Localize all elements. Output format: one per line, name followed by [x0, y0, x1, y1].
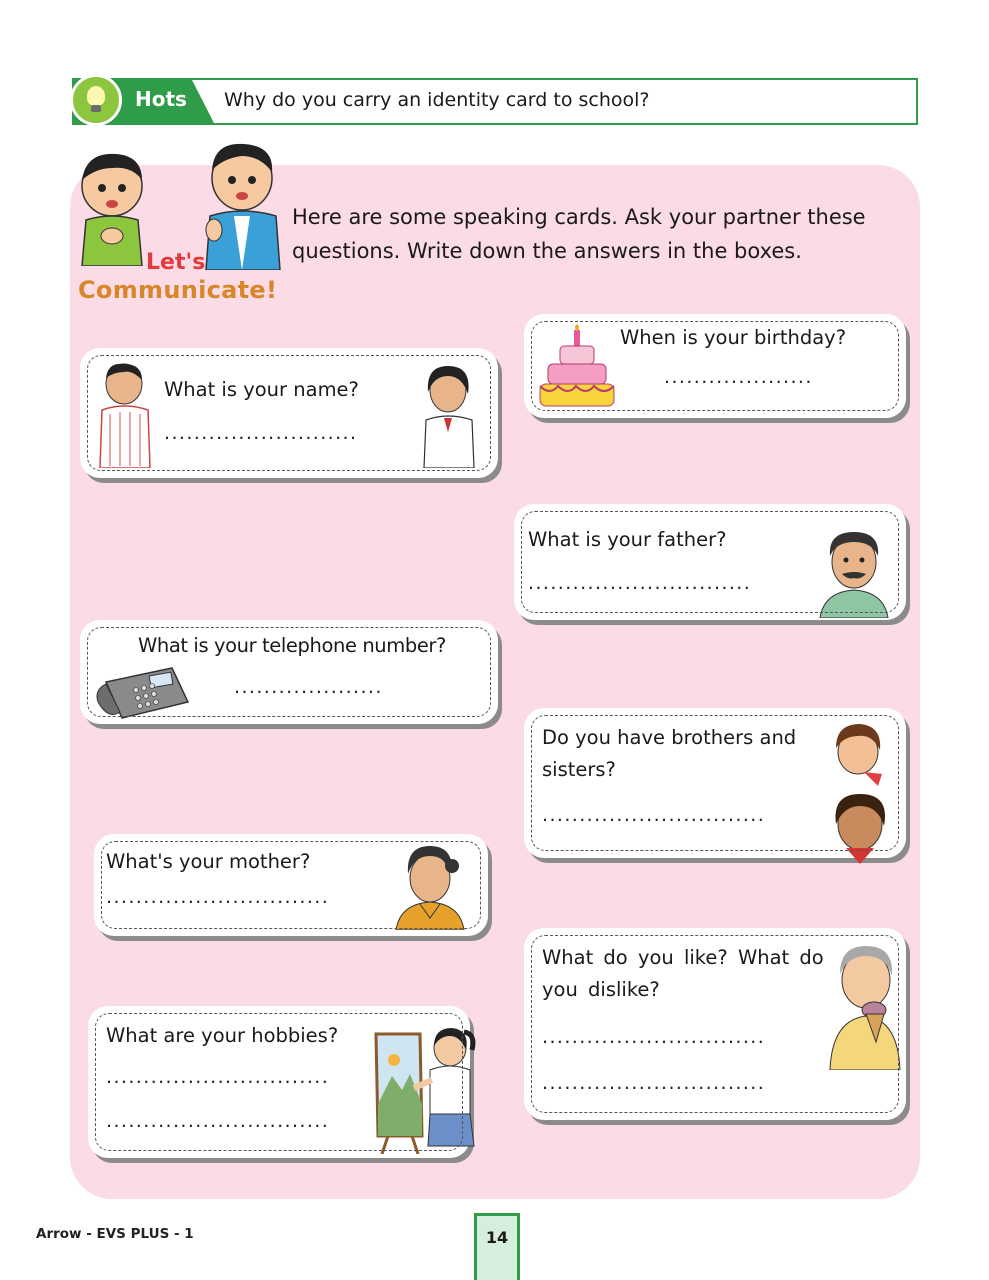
card-mother [94, 834, 488, 936]
card-father-answer-line[interactable]: .............................. [528, 572, 752, 594]
grandfather-icecream-icon [826, 940, 902, 1070]
card-name [80, 348, 498, 478]
brother-sister-icon [824, 714, 898, 874]
lightbulb-icon [70, 74, 122, 126]
page-number: 14 [474, 1213, 520, 1280]
boy-left-icon [76, 150, 148, 266]
card-likes-answer-line-2[interactable]: .............................. [542, 1072, 766, 1094]
card-name-question: What is your name? [164, 378, 359, 401]
card-hobbies-answer-line-1[interactable]: .............................. [106, 1066, 330, 1088]
activity-instructions: Here are some speaking cards. Ask your partner these questions. Write down the answers in the boxes. [292, 205, 866, 263]
birthday-cake-icon [536, 324, 618, 412]
card-hobbies [88, 1006, 470, 1158]
card-likes-question: What do you like? What do you dislike? [542, 946, 824, 1001]
card-mother-answer-line[interactable]: .............................. [106, 886, 330, 908]
card-siblings [524, 708, 906, 858]
hots-bar [72, 78, 918, 125]
card-father [514, 504, 906, 620]
lets-title: Let's [146, 250, 206, 275]
card-mother-question: What's your mother? [106, 850, 311, 873]
hots-question: Why do you carry an identity card to school? [224, 89, 650, 111]
communicate-title: Communicate! [78, 276, 278, 304]
card-telephone-answer-line[interactable]: .................... [234, 676, 383, 698]
card-likes [524, 928, 906, 1120]
card-name-answer-line[interactable]: .......................... [164, 422, 358, 444]
card-father-question: What is your father? [528, 528, 727, 551]
card-hobbies-question: What are your hobbies? [106, 1024, 339, 1047]
telephone-icon [92, 662, 192, 722]
card-birthday-question: When is your birthday? [620, 326, 847, 349]
boy-right-icon [198, 140, 282, 270]
card-siblings-answer-line[interactable]: .............................. [542, 804, 766, 826]
card-siblings-question: Do you have brothers and sisters? [542, 726, 797, 781]
mother-icon [390, 838, 470, 930]
girl-listening-icon [416, 362, 480, 468]
girl-painting-icon [370, 1024, 476, 1154]
card-likes-answer-line-1[interactable]: .............................. [542, 1026, 766, 1048]
book-title: Arrow - EVS PLUS - 1 [36, 1226, 194, 1242]
card-telephone [80, 620, 498, 724]
boy-speaking-icon [94, 358, 154, 468]
card-telephone-question: What is your telephone number? [138, 634, 446, 657]
father-icon [814, 526, 894, 618]
hots-label: Hots [135, 87, 187, 111]
card-hobbies-answer-line-2[interactable]: .............................. [106, 1110, 330, 1132]
card-birthday-answer-line[interactable]: .................... [664, 366, 813, 388]
card-birthday [524, 314, 906, 418]
